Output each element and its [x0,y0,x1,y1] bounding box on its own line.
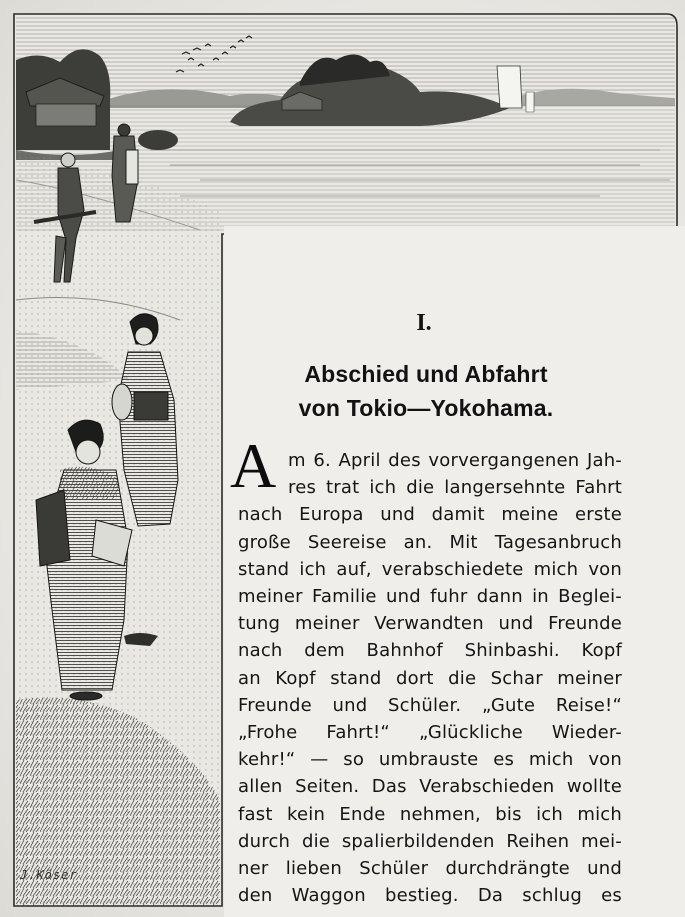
body-line: ner lieben Schüler durchdrängte und [238,858,622,880]
sailboat-icon [497,66,522,108]
body-line: nach Europa und damit meine erste [238,504,622,526]
artist-signature: J.Köser [20,868,78,882]
body-line: „Frohe Fahrt!“ „Glückliche Wieder- [238,722,622,744]
chapter-title-line-2: von Tokio—Yokohama. [298,395,554,421]
body-line: durch die spalierbildenden Reihen mei- [238,830,622,852]
body-paragraph [238,447,622,909]
body-line: tung meiner Verwandten und Freunde [238,613,622,635]
drop-cap: A [230,430,277,501]
rock [138,130,178,150]
body-line: allen Seiten. Das Verabschieden wollte [238,776,622,798]
body-line: nach dem Bahnhof Shinbashi. Kopf [238,640,622,662]
body-line: Freunde und Schüler. „Gute Reise!“ [238,694,622,716]
body-line: kehr!“ — so umbrauste es mich von [238,749,622,771]
chapter-title-line-1: Abschied und Abfahrt [304,361,548,387]
body-line: meiner Familie und fuhr dann in Beglei- [238,586,622,608]
body-line: m 6. April des vorvergangenen Jah- [288,450,622,471]
body-line: große Seereise an. Mit Tagesanbruch [238,531,622,553]
body-line: res trat ich die langersehnte Fahrt [288,477,622,499]
body-line: an Kopf stand dort die Schar meiner [238,667,622,689]
chapter-title [224,357,628,425]
body-line: stand ich auf, verabschiedete mich von [238,558,622,580]
body-line: den Waggon bestieg. Da schlug es [238,885,622,907]
chapter-number: I. [416,310,432,336]
body-line: fast kein Ende nehmen, bis ich mich [238,803,622,825]
